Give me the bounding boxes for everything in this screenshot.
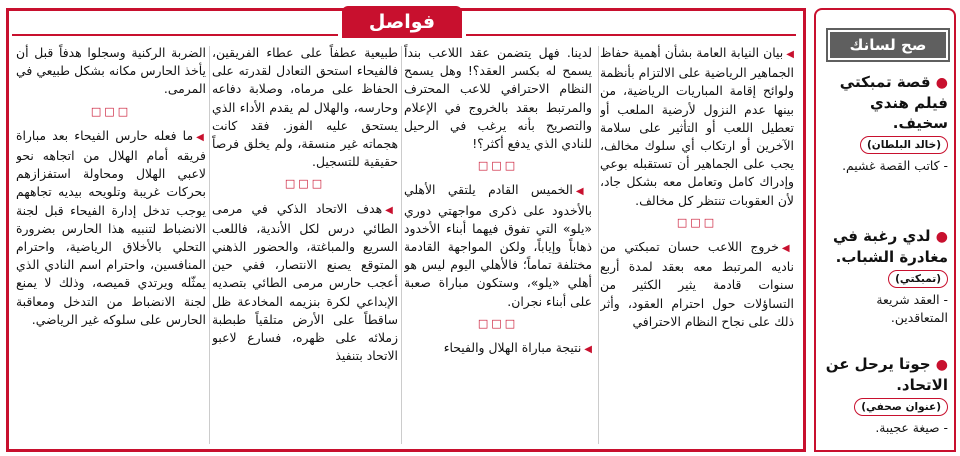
- bullet-icon: ●: [935, 229, 948, 245]
- paragraph-separator: □□□: [284, 177, 326, 191]
- quote-source-tag: (خالد البلطان): [860, 136, 948, 154]
- triangle-bullet-icon: ◀: [584, 344, 592, 356]
- triangle-bullet-icon: ◀: [575, 186, 592, 198]
- header-rule-right: [466, 34, 796, 36]
- bullet-icon: ●: [935, 357, 948, 373]
- article-paragraph: [212, 200, 398, 366]
- quote-headline: [824, 226, 948, 267]
- column-divider: [598, 46, 599, 444]
- paragraph-text: الخميس القادم يلتقي الأهلي بالأخدود على ذكرى مواجهتي دوري «يلو» التي تفوق فيهما أبناء الأخدود ذهاباً وإياباً، ولكن المواجهة القادمة مختلفة تماماً؛ فالأهلي اليوم ليس هو أهلي «يلو»، وستكون مباراة صعبة على أبناء نجران.: [404, 182, 592, 309]
- article-column-3: [212, 44, 398, 446]
- paragraph-separator: □□□: [477, 159, 519, 173]
- article-paragraph: [16, 44, 206, 99]
- triangle-bullet-icon: ◀: [196, 131, 206, 143]
- sidebar: [814, 8, 956, 452]
- quote-headline: [824, 72, 948, 133]
- quote-source-tag: (تمبكتي): [888, 270, 948, 288]
- header-rule-left: [12, 34, 338, 36]
- article-column-4: [16, 44, 206, 446]
- column-divider: [401, 46, 402, 444]
- article-paragraph: [16, 127, 206, 329]
- article-paragraph: [600, 238, 794, 331]
- paragraph-text: لدينا. فهل يتضمن عقد اللاعب بنداً يسمح له بكسر العقد؟! وهل يسمح النظام الاحترافي للاعب المحترف والمرتبط بعقد بالخروج في الإعلام والتصريح بأنه يرغب في الرحيل للنادي الذي يدفع أكثر؟!: [404, 45, 592, 152]
- paragraph-text: هدف الاتحاد الذكي في مرمى الطائي درس لكل الأندية، فاللعب السريع والمباغتة، والحضور الذهني المتوقع يصنع الانتصار، ففي حين أعجب حارس مرمى الطائي بتصديه الإبداعي لكرة بنزيمه المخادعة ظل ساقطاً على الأرض متلقياً طبطبة زملائه على ظهره، فسارع لاعبو الاتحاد بتنفيذ: [212, 200, 398, 364]
- paragraph-separator: □□□: [477, 316, 519, 330]
- paragraph-text: خروج اللاعب حسان تمبكتي من ناديه المرتبط معه بعقد لمدة أربع سنوات قادمة يثير الكثير من التساؤلات حول احترام العقود، وأثر ذلك على نجاح النظام الاحترافي: [600, 239, 794, 329]
- sidebar-title: صح لسانك: [828, 30, 948, 60]
- paragraph-separator: □□□: [676, 215, 718, 229]
- article-paragraph: [212, 44, 398, 171]
- article-paragraph: [404, 181, 592, 310]
- paragraph-text: ما فعله حارس الفيحاء بعد مباراة فريقه أمام الهلال من اتجاهه نحو لاعبي الهلال ومحاولة استفزازهم بحركات غريبة وتلويحه بيديه تجاههم يوجب تدخل إدارة الفيحاء قبل لجنة الانضباط لتنبيه هذا الحارس بضرورة التحلي بالأخلاق الرياضية، واحترام المنافسين، واحترام اسم النادي الذي يمثّله ويرتدي قميصه، وذلك لا يمنع لجنة الانضباط من التدخل ومعاقبة الحارس على سلوكه غير الرياضي.: [16, 127, 206, 327]
- paragraph-text: نتيجة مباراة الهلال والفيحاء: [443, 340, 582, 356]
- paragraph-text: بيان النيابة العامة بشأن أهمية حفاظ الجماهير الرياضية على الالتزام بأنظمة ولوائح إقامة المباريات الرياضية، من بينها عدم النزول لأرضية الملعب أو تعطيل اللعب أو التأثير على سلامة الآخرين أو ارتكاب أي سلوك مخالف، يجب على الجماهير أن تستقبله بوعي وإدراك كامل وتعامل معه بشكل جاد، لأن العقوبات تنتظر كل مخالف.: [600, 45, 794, 208]
- quote-item: [824, 72, 948, 175]
- quote-source-tag: (عنوان صحفي): [854, 398, 948, 416]
- quote-headline-text: قصة تمبكتي فيلم هندي سخيف.: [839, 73, 948, 132]
- quote-headline-text: لدي رغبة في مغادرة الشباب.: [832, 227, 948, 266]
- triangle-bullet-icon: ◀: [781, 243, 794, 255]
- article-paragraph: [404, 44, 592, 153]
- column-divider: [209, 46, 210, 444]
- article-column-1: [600, 44, 794, 446]
- quote-comment: - العقد شريعة المتعاقدين.: [876, 292, 948, 325]
- paragraph-text: الضربة الركنية وسجلوا هدفاً قبل أن يأخذ الحارس مكانه بشكل طبيعي في المرمى.: [16, 45, 206, 97]
- quote-headline: [824, 354, 948, 395]
- paragraph-text: طبيعية عطفاً على عطاء الفريقين، فالفيحاء استحق التعادل لقدرته على الحفاظ على مرماه، وصلابة دفاعه وحارسه، والهلال لم يقدم الأداء الذي يستحق عليه الفوز. فقد كانت هجماته غير منسقة، ولم يخلق فرصاً حقيقية للتسجيل.: [212, 45, 398, 170]
- quote-comment: - كاتب القصة غشيم.: [842, 158, 948, 173]
- quote-comment: - صيغة عجيبة.: [875, 420, 948, 435]
- triangle-bullet-icon: ◀: [385, 204, 398, 216]
- triangle-bullet-icon: ◀: [786, 49, 794, 60]
- article-column-2: [404, 44, 592, 446]
- quote-item: [824, 226, 948, 327]
- quote-headline-text: جوتا يرحل عن الاتحاد.: [825, 355, 948, 394]
- bullet-icon: ●: [935, 75, 948, 91]
- article-paragraph: [404, 339, 592, 359]
- paragraph-separator: □□□: [90, 104, 132, 118]
- quote-item: [824, 354, 948, 437]
- article-paragraph: [600, 44, 794, 210]
- section-title: فواصل: [342, 6, 462, 38]
